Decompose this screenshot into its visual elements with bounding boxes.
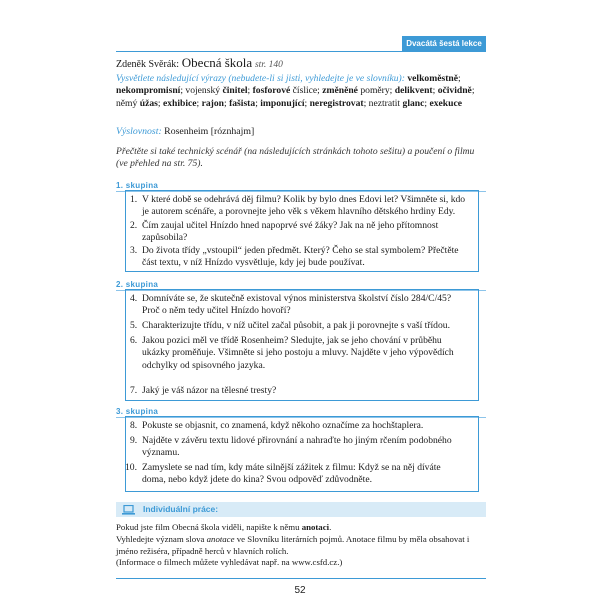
vocabulary-word: vojenský	[185, 85, 221, 97]
vocabulary-list: velkoměstně; nekompromisní; vojenský činitel; fosforové číslice; změněné poměry; delikvent; očividně; němý úžas; exhibice; rajon; fašista; imponující; neregistrovat; neztratit glanc; exekuce	[116, 73, 475, 109]
vocabulary-word: fašista	[229, 97, 256, 109]
question-number: 4.	[130, 293, 138, 304]
question-text: Domníváte se, že skutečně existoval výnos ministerstva školství číslo 284/C/45? Proč o něm tedy učitel Hnízdo hovoří?	[142, 293, 452, 317]
question-4	[126, 293, 466, 319]
group-1-label: 1. skupina	[116, 181, 159, 190]
vocabulary-word: úžas	[139, 97, 158, 109]
group-3-label: 3. skupina	[116, 407, 159, 416]
pronunciation	[116, 126, 254, 137]
group-3-box	[125, 416, 479, 492]
pronunciation-ipa: [róznhajm]	[210, 126, 255, 137]
question-8-text: Pokuste se objasnit, co znamená, když někoho označíme za hochštaplera.	[142, 420, 424, 431]
question-text: Jaký je váš názor na tělesné tresty?	[142, 385, 277, 396]
vocabulary-word: činitel	[222, 85, 248, 97]
vocabulary-word: číslice	[292, 85, 318, 97]
question-5	[126, 320, 466, 334]
page-number: 52	[294, 585, 306, 596]
question-6	[126, 335, 466, 385]
vocabulary-task	[116, 73, 488, 110]
question-text: Jakou pozici měl ve třídě Rosenheim? Sledujte, jak se jeho chování v průběhu ukázky proměňuje. Všimněte si jeho postoju a mluvy. Najděte v jeho výpovědích odchylky od spisovného jazyka.	[142, 335, 454, 371]
question-number: 2.	[130, 220, 138, 231]
laptop-icon	[122, 505, 135, 515]
individual-line-2-text-a: Vyhledejte význam slova	[116, 533, 205, 544]
question-number: 6.	[130, 335, 138, 346]
intro-instruction: Přečtěte si také technický scénář (na následujících stránkách tohoto sešitu) a poučení o filmu (ve přehled na str. 75).	[116, 146, 475, 170]
vocabulary-word: rajon	[201, 97, 224, 109]
individual-work-header	[116, 502, 486, 517]
group-1-box	[125, 190, 479, 272]
question-number: 10.	[125, 462, 137, 473]
title-author: Zdeněk Svěrák:	[116, 59, 180, 70]
annotation-term: anotaci	[301, 522, 330, 532]
pronunciation-label: Výslovnost:	[116, 126, 162, 137]
question-7	[126, 385, 466, 399]
question-text: Najděte v závěru textu lidové přirovnání a nahraďte ho jiným rčením podobného významu.	[142, 435, 452, 459]
question-number: 9.	[130, 435, 138, 446]
question-text	[142, 420, 466, 432]
vocabulary-word: delikvent	[394, 85, 433, 97]
section-title	[116, 55, 283, 71]
vocabulary-word: změněné	[322, 85, 358, 97]
question-1	[126, 194, 466, 220]
vocabulary-word: poměry	[360, 85, 390, 97]
question-3	[126, 245, 466, 271]
pronunciation-word: Rosenheim	[164, 126, 209, 137]
question-number: 3.	[130, 245, 138, 256]
vocabulary-word: očividně	[437, 85, 472, 97]
title-page-ref: str. 140	[254, 60, 283, 70]
question-number: 1.	[130, 194, 138, 205]
question-8	[126, 420, 466, 434]
question-9	[126, 435, 466, 461]
group-2-label: 2. skupina	[116, 280, 159, 289]
question-number: 5.	[130, 320, 138, 331]
vocabulary-word: nekompromisní	[116, 85, 181, 97]
vocabulary-word: imponující	[260, 97, 305, 109]
question-number: 7.	[130, 385, 138, 396]
individual-work-rule	[116, 578, 486, 579]
header-rule	[116, 51, 486, 52]
title-work: Obecná škola	[181, 55, 253, 70]
group-2-box	[125, 289, 479, 401]
annotation-word: anotace	[206, 533, 235, 544]
question-number: 8.	[130, 420, 138, 431]
question-text: V které době se odehrává děj filmu? Kolik by bylo dnes Edovi let? Všimněte si, kdo je autorem scénáře, a porovnejte jeho věk s věkem hlavního dětského hrdiny Edy.	[142, 194, 466, 218]
individual-work-label: Individuální práce:	[143, 504, 219, 514]
vocabulary-word: glanc	[402, 97, 425, 109]
vocabulary-word: neregistrovat	[309, 97, 364, 109]
individual-line-3: (Informace o filmech můžete vyhledávat např. na www.csfd.cz.)	[116, 557, 343, 568]
vocabulary-word: exhibice	[162, 97, 197, 109]
individual-work-text	[116, 522, 486, 569]
individual-line-2	[116, 534, 486, 558]
question-text: Charakterizujte třídu, v níž učitel začal působit, a pak ji porovnejte s vaší třídou.	[142, 320, 450, 331]
vocabulary-instruction: Vysvětlete následující výrazy (nebudete-li si jisti, vyhledejte je ve slovníku):	[116, 73, 405, 84]
lesson-tab: Dvacátá šestá lekce	[402, 36, 486, 51]
vocabulary-word: velkoměstně	[407, 73, 458, 84]
question-10	[126, 462, 466, 488]
individual-line-1: Pokud jste film Obecná škola viděli, napište k němu anotaci.	[116, 522, 332, 532]
question-text: Zamyslete se nad tím, kdy máte silnější zážitek z filmu: Když se na něj díváte doma, nebo když jdete do kina? Svou odpověď zdůvodněte.	[142, 462, 441, 486]
vocabulary-word: exekuce	[429, 97, 462, 109]
vocabulary-word: němý	[116, 97, 138, 109]
individual-line-2-text-b: ve Slovníku literárních pojmů. Anotace filmu by měla obsahovat i jméno režiséra, případně herců v hlavních rolích.	[116, 533, 470, 556]
question-text: Čím zaujal učitel Hnízdo hned napoprvé své žáky? Jak na ně jeho přítomnost zapůsobila?	[142, 220, 439, 244]
individual-line-1-text: Pokud jste film Obecná škola viděli, napište k němu	[116, 522, 300, 532]
question-2	[126, 220, 466, 246]
vocabulary-word: fosforové	[252, 85, 291, 97]
question-text: Do života třídy „vstoupil“ jeden předmět. Který? Čeho se stal symbolem? Přečtěte část textu, v níž Hnízdo vysvětluje, kdy jej bude používat.	[142, 245, 459, 269]
vocabulary-word: neztratit	[368, 97, 401, 109]
